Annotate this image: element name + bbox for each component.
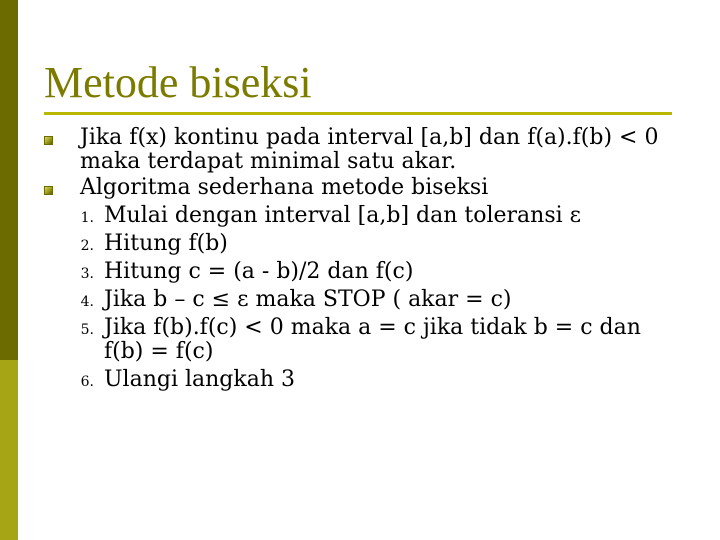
title-underline: [44, 112, 672, 115]
slide-title: Metode biseksi: [44, 58, 312, 107]
step-text-line: f(b) = f(c): [104, 339, 214, 364]
step-number: 2.: [80, 238, 94, 254]
bullet-text-line: maka terdapat minimal satu akar.: [80, 149, 457, 174]
bullet-text-line: Algoritma sederhana metode biseksi: [80, 175, 489, 200]
step-number: 3.: [80, 266, 94, 282]
step-text-line: Jika f(b).f(c) < 0 maka a = c jika tidak b = c dan: [104, 315, 641, 340]
step-text-line: Jika b – c ≤ ε maka STOP ( akar = c): [104, 287, 512, 312]
step-text-line: Mulai dengan interval [a,b] dan toleransi ε: [104, 203, 582, 228]
step-text-line: Hitung f(b): [104, 231, 228, 256]
step-number: 1.: [80, 210, 94, 226]
step-text-line: Ulangi langkah 3: [104, 367, 295, 392]
step-number: 6.: [80, 374, 94, 390]
sidebar-accent-bottom: [0, 360, 18, 540]
step-text-line: Hitung c = (a - b)/2 dan f(c): [104, 259, 414, 284]
olive-square-bullet-icon: [44, 186, 53, 195]
step-number: 5.: [80, 322, 94, 338]
step-number: 4.: [80, 294, 94, 310]
sidebar-accent-top: [0, 0, 18, 360]
olive-square-bullet-icon: [44, 136, 53, 145]
bullet-text-line: Jika f(x) kontinu pada interval [a,b] dan f(a).f(b) < 0: [80, 125, 659, 150]
